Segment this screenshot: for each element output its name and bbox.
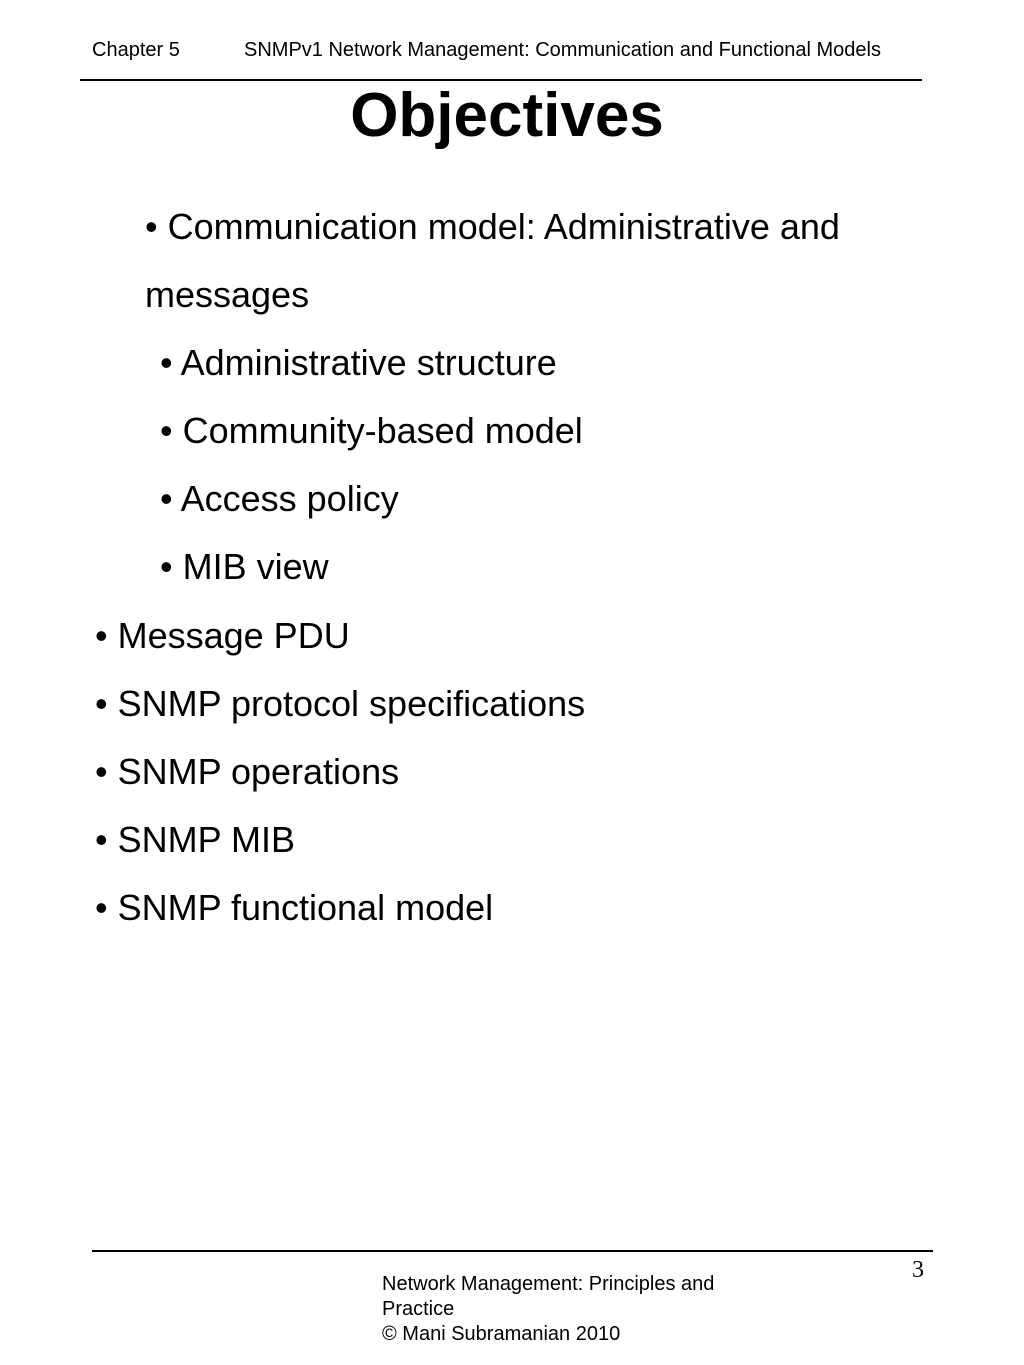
chapter-subject: SNMPv1 Network Management: Communication and Functional Models bbox=[244, 39, 881, 61]
slide-title: Objectives bbox=[350, 81, 664, 150]
footer-book-title: Network Management: Principles and bbox=[382, 1273, 715, 1295]
page-number: 3 bbox=[912, 1257, 924, 1283]
bullet-snmp-mib: • SNMP MIB bbox=[95, 819, 295, 860]
bullet-snmp-functional-model: • SNMP functional model bbox=[95, 887, 494, 928]
bullet-communication-model: • Communication model: Administrative and bbox=[145, 206, 840, 247]
chapter-label: Chapter 5 bbox=[92, 39, 180, 61]
bullet-snmp-protocol-specifications: • SNMP protocol specifications bbox=[95, 683, 586, 724]
footer-book-title-continued: Practice bbox=[382, 1298, 455, 1320]
bullet-communication-model-continued: messages bbox=[145, 274, 310, 315]
footer-divider bbox=[92, 1250, 933, 1252]
bullet-access-policy: • Access policy bbox=[160, 478, 399, 519]
bullet-community-based-model: • Community-based model bbox=[160, 410, 583, 451]
bullet-mib-view: • MIB view bbox=[160, 546, 329, 587]
bullet-message-pdu: • Message PDU bbox=[95, 615, 350, 656]
footer-copyright: © Mani Subramanian 2010 bbox=[382, 1323, 621, 1345]
bullet-administrative-structure: • Administrative structure bbox=[160, 342, 557, 383]
bullet-snmp-operations: • SNMP operations bbox=[95, 751, 400, 792]
